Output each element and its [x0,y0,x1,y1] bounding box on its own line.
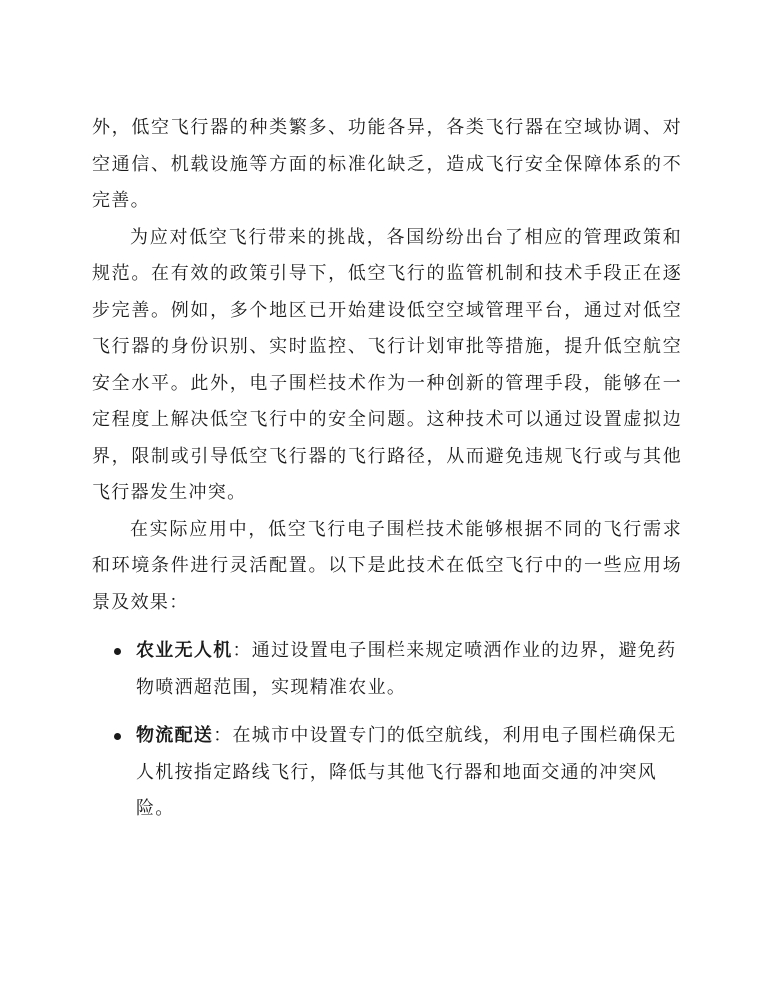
bullet-text: ：通过设置电子围栏来规定喷洒作业的边界，避免药物喷洒超范围，实现精准农业。 [136,640,677,698]
bullet-text: ：在城市中设置专门的低空航线，利用电子围栏确保无人机按指定路线飞行，降低与其他飞行器和地面交通的冲突风险。 [136,725,677,819]
document-page [92,110,682,840]
bullet-term: 农业无人机 [136,640,233,661]
bullet-dot-icon [114,733,121,740]
bullet-dot-icon [114,648,121,655]
bullet-list [92,633,682,828]
paragraph-2: 为应对低空飞行带来的挑战，各国纷纷出台了相应的管理政策和规范。在有效的政策引导下，低空飞行的监管机制和技术手段正在逐步完善。例如，多个地区已开始建设低空空域管理平台，通过对低空飞行器的身份识别、实时监控、飞行计划审批等措施，提升低空航空安全水平。此外，电子围栏技术作为一种创新的管理手段，能够在一定程度上解决低空飞行中的安全问题。这种技术可以通过设置虚拟边界，限制或引导低空飞行器的飞行路径，从而避免违规飞行或与其他飞行器发生冲突。 [92,226,682,503]
paragraph-1: 外，低空飞行器的种类繁多、功能各异，各类飞行器在空域协调、对空通信、机载设施等方面的标准化缺乏，造成飞行安全保障体系的不完善。 [92,117,682,211]
list-item-agriculture-drone [92,633,682,706]
list-item-logistics-delivery [92,718,682,828]
paragraph-3: 在实际应用中，低空飞行电子围栏技术能够根据不同的飞行需求和环境条件进行灵活配置。以下是此技术在低空飞行中的一些应用场景及效果： [92,518,682,613]
bullet-term: 物流配送 [136,725,214,746]
